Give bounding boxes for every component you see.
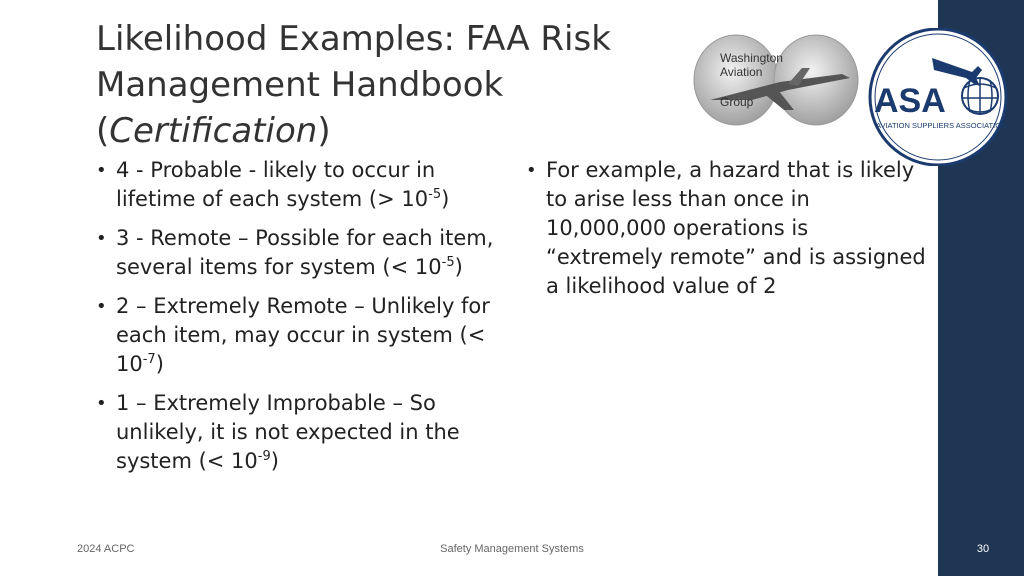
footer-center: Safety Management Systems: [440, 543, 584, 555]
asa-logo: [862, 28, 1014, 166]
bullet-dot: •: [96, 228, 107, 249]
list-item: • 3 - Remote – Possible for each item, several items for system (< $10^{-5}$): [96, 226, 494, 279]
list-item: • 1 – Extremely Improbable – So unlikely, it is not expected in the system (< $10^{-9}$): [96, 391, 460, 473]
title-paren-close: ): [317, 111, 331, 151]
title-italic: Certification: [109, 111, 318, 151]
right-bullet-list: [526, 156, 926, 311]
washington-aviation-group-logo: [692, 34, 862, 126]
wag-line-3: Group: [720, 95, 754, 109]
footer-left: 2024 ACPC: [77, 543, 135, 555]
bullet-dot: •: [526, 160, 537, 181]
bullet-dot: •: [96, 296, 107, 317]
title-line-2: Management Handbook: [96, 65, 504, 105]
page-number: 30: [976, 543, 990, 555]
list-item: • 2 – Extremely Remote – Unlikely for each item, may occur in system (< $10^{-7}$): [96, 294, 490, 376]
slide-title: [96, 16, 656, 154]
left-bullet-list: [96, 156, 506, 486]
wag-line-1: Washington: [720, 51, 783, 65]
asa-sub-text: AVIATION SUPPLIERS ASSOCIATION: [876, 121, 1007, 130]
bullet-dot: •: [96, 160, 107, 181]
list-item: • 4 - Probable - likely to occur in lifetime of each system (> $10^{-5}$): [96, 158, 450, 211]
bullet-dot: •: [96, 393, 107, 414]
list-item: • For example, a hazard that is likely to arise less than once in 10,000,000 operations is “extremely remote” and is assigned a likelihood value of 2: [526, 158, 926, 298]
title-paren-open: (: [96, 111, 110, 151]
asa-main-text: ASA: [874, 82, 946, 120]
wag-line-2: Aviation: [720, 65, 763, 79]
title-line-1: Likelihood Examples: FAA Risk: [96, 19, 611, 59]
